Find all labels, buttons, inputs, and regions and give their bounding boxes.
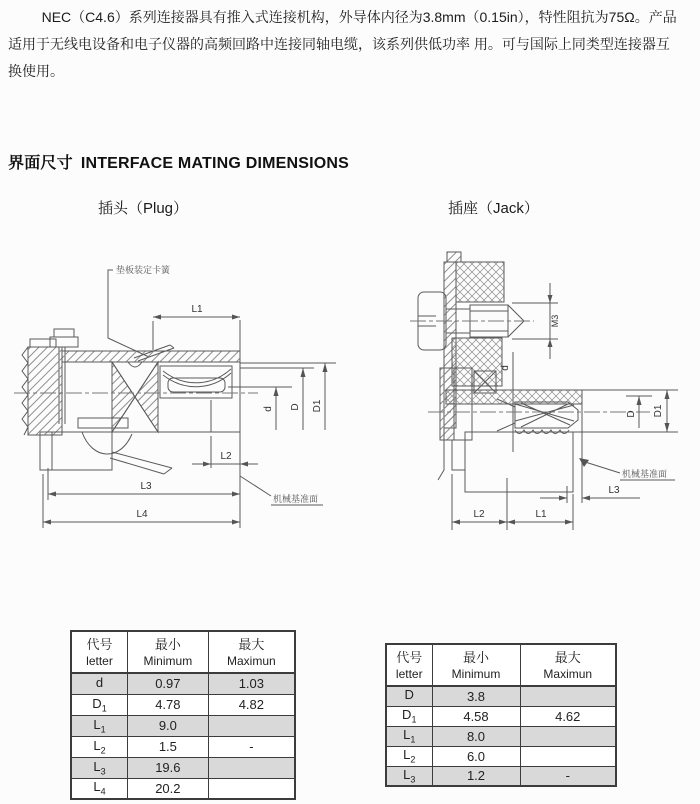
plug-dimension-arrows <box>43 315 328 525</box>
max-cell: 1.03 <box>208 673 295 694</box>
min-cell: 3.8 <box>432 686 520 706</box>
table-row <box>71 778 295 799</box>
dim-label-D1: D1 <box>312 399 323 413</box>
jack-datum-label: 机械基准面 <box>622 469 668 479</box>
dim-label-m3: M3 <box>550 314 560 328</box>
table-row <box>71 694 295 715</box>
dim-label-l1: L1 <box>191 304 203 315</box>
table-row <box>386 746 616 766</box>
table-header-row <box>386 644 616 686</box>
letter-cell: $D_1$ <box>71 694 128 715</box>
letter-cell: $L_2$ <box>71 736 128 757</box>
min-cell: 4.58 <box>432 706 520 726</box>
dim-label-l1: L1 <box>535 509 547 520</box>
max-cell: 4.82 <box>208 694 295 715</box>
max-cell: - <box>208 736 295 757</box>
letter-cell: $L_1$ <box>71 715 128 736</box>
min-cell: 9.0 <box>128 715 209 736</box>
table-row <box>386 726 616 746</box>
dim-label-l2: L2 <box>473 509 485 520</box>
min-cell: 20.2 <box>128 778 209 799</box>
section-title-zh: 界面尺寸 <box>8 155 73 172</box>
header-minimum: 最小 Minimum <box>432 644 520 686</box>
max-cell <box>520 686 616 706</box>
max-cell <box>208 757 295 778</box>
plug-drawing <box>14 264 336 528</box>
min-cell: 8.0 <box>432 726 520 746</box>
section-title-en: INTERFACE MATING DIMENSIONS <box>80 155 350 172</box>
section-title <box>8 150 349 173</box>
max-cell: 4.62 <box>520 706 616 726</box>
header-letter: 代号 letter <box>386 644 432 686</box>
dim-label-l2: L2 <box>220 451 232 462</box>
min-cell: 0.97 <box>128 673 209 694</box>
table-row <box>386 766 616 786</box>
table-row <box>71 757 295 778</box>
intro-line: 适用于无线电设备和电子仪器的高频回路中连接同轴电缆，该系列供低功率 用。可与国际上同类型连接器互 <box>8 36 670 52</box>
table-row <box>386 686 616 706</box>
letter-cell: $L_3$ <box>71 757 128 778</box>
min-cell: 1.2 <box>432 766 520 786</box>
table-header-row <box>71 631 295 673</box>
table-row <box>71 715 295 736</box>
letter-cell: $L_4$ <box>71 778 128 799</box>
dim-label-l3: L3 <box>608 485 620 496</box>
header-maximum: 最大 Maximun <box>520 644 616 686</box>
table-row <box>386 706 616 726</box>
letter-cell: $L_3$ <box>386 766 432 786</box>
min-cell: 6.0 <box>432 746 520 766</box>
intro-paragraph <box>8 4 698 85</box>
max-cell <box>520 746 616 766</box>
dim-label-d: d <box>263 406 274 412</box>
letter-cell: d <box>71 673 128 694</box>
dim-label-D1: D1 <box>653 404 664 418</box>
plug-callout-label: 垫板装定卡簧 <box>116 265 171 275</box>
max-cell: - <box>520 766 616 786</box>
min-cell: 4.78 <box>128 694 209 715</box>
max-cell <box>208 715 295 736</box>
min-cell: 19.6 <box>128 757 209 778</box>
table-row <box>71 736 295 757</box>
plug-dimension-table <box>70 630 296 800</box>
dim-label-D: D <box>290 403 301 411</box>
jack-dimension-table <box>385 643 617 787</box>
max-cell <box>520 726 616 746</box>
dim-label-l3: L3 <box>140 481 152 492</box>
header-maximum: 最大 Maximun <box>208 631 295 673</box>
max-cell <box>208 778 295 799</box>
dim-label-l4: L4 <box>136 509 148 520</box>
letter-cell: $D_1$ <box>386 706 432 726</box>
letter-cell: $L_2$ <box>386 746 432 766</box>
dim-label-D: D <box>626 410 637 418</box>
header-minimum: 最小 Minimum <box>128 631 209 673</box>
dim-label-d: d <box>500 365 511 371</box>
header-letter: 代号 letter <box>71 631 128 673</box>
jack-figure-title: 插座（Jack） <box>448 200 539 217</box>
plug-figure-title: 插头（Plug） <box>98 200 189 217</box>
technical-drawings <box>0 230 700 570</box>
letter-cell: $L_1$ <box>386 726 432 746</box>
intro-line: NEC（C4.6）系列连接器具有推入式连接机构，外导体内径为3.8mm（0.15in），特性阻抗为75Ω。产品 <box>41 9 677 25</box>
min-cell: 1.5 <box>128 736 209 757</box>
jack-dimension-arrows <box>452 295 670 525</box>
jack-drawing <box>410 252 678 530</box>
plug-datum-label: 机械基准面 <box>273 494 319 504</box>
table-row <box>71 673 295 694</box>
intro-line: 换使用。 <box>8 63 64 79</box>
letter-cell: D <box>386 686 432 706</box>
